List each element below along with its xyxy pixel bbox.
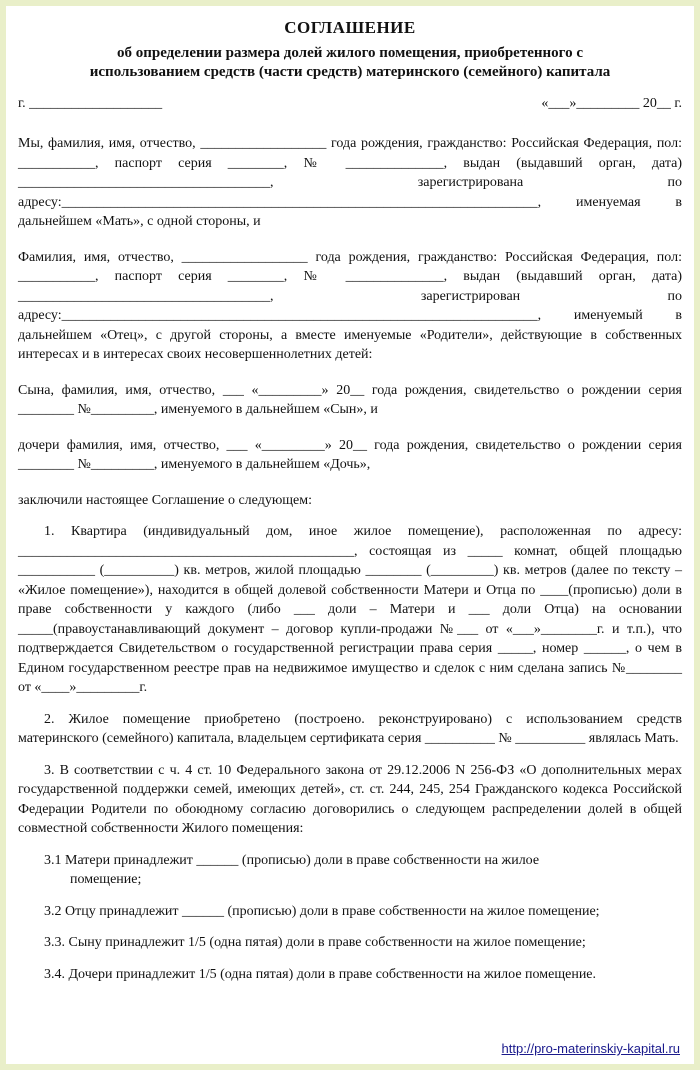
subtitle-line-1: об определении размера долей жилого помещения, приобретенного с — [116, 45, 584, 61]
item-3-1-line: 3.1 Матери принадлежит ______ (прописью) доли в праве собственности на жилое — [44, 852, 540, 868]
date-field: «___»_________ 20__ г. — [541, 96, 682, 111]
item-3-3-line: 3.3. Сыну принадлежит 1/5 (одна пятая) доли в праве собственности на жилое помещение; — [44, 935, 586, 950]
document-subtitle — [18, 44, 682, 82]
party-mother-paragraph: Мы, фамилия, имя, отчество, __________________ года рождения, гражданство: Российская Федерация, пол: ___________, паспорт серия ________, № ______________, выдан (выдавший орган, дата) ____________________________________, зарегистрирована по адресу:____________________________________________________________________, именуемая в дальнейшем «Мать», с одной стороны, и — [18, 136, 682, 229]
item-2-paragraph: 2. Жилое помещение приобретено (построено. реконструировано) с использованием средств материнского (семейного) капитала, владельцем сертификата серия __________ № __________ являлась Мать. — [18, 711, 682, 746]
item-1-paragraph: 1. Квартира (индивидуальный дом, иное жилое помещение), расположенная по адресу: ________________________________________________, состоящая из _____ комнат, общей площадью ___________ (__________) кв. метров, жилой площадью ________ (_________) кв. метров (далее по тексту – «Жилое помещение»), находится в общей долевой собственности Матери и Отца по ____(прописью) доли в праве собственности у каждого (либо ___ доли – Матери и ___ доли Отца) на основании _____(правоустанавливающий документ – договор купли-продажи №___ от «___»________г. и т.п.), что подтверждается Свидетельством о государственной регистрации права серия _____, номер ______, о чем в Едином государственном реестре прав на недвижимое имущество и сделок с ним сделана запись №________ от «____»_________г. — [18, 524, 682, 695]
item-3-4-line: 3.4. Дочери принадлежит 1/5 (одна пятая) доли в праве собственности на жилое помещение. — [44, 966, 597, 982]
item-3-2-line: 3.2 Отцу принадлежит ______ (прописью) доли в праве собственности на жилое помещение; — [44, 903, 600, 919]
subtitle-line-2: использованием средств (части средств) материнского (семейного) капитала — [89, 64, 611, 80]
item-3-1-continuation: помещение; — [70, 872, 142, 887]
son-paragraph: Сына, фамилия, имя, отчество, ___ «_________» 20__ года рождения, свидетельство о рождении серия ________ №_________, именуемого в дальнейшем «Сын», и — [18, 382, 682, 417]
daughter-paragraph: дочери фамилия, имя, отчество, ___ «_________» 20__ года рождения, свидетельство о рождении серия ________ №_________, именуемого в дальнейшем «Дочь», — [18, 437, 682, 472]
document-title: СОГЛАШЕНИЕ — [284, 18, 416, 37]
concluded-paragraph: заключили настоящее Соглашение о следующем: — [18, 492, 313, 508]
place-date-row — [18, 96, 682, 112]
party-father-paragraph: Фамилия, имя, отчество, __________________ года рождения, гражданство: Российская Федерация, пол: ___________, паспорт серия ________, № ______________, выдан (выдавший орган, дата) ____________________________________, зарегистрирован по адресу:____________________________________________________________________, именуемый в дальнейшем «Отец», с другой стороны, а вместе именуемые «Родители», действующие в собственных интересах и в интересах своих несовершеннолетних детей: — [18, 249, 682, 362]
item-3-paragraph: 3. В соответствии с ч. 4 ст. 10 Федерального закона от 29.12.2006 N 256-ФЗ «О дополнительных мерах государственной поддержки семей, имеющих детей», ст. ст. 244, 245, 254 Гражданского кодекса Российской Федерации Родители по обоюдному согласию договорились о следующем распределении долей в общей совместной собственности Жилого помещения: — [18, 762, 682, 836]
place-field: г. ___________________ — [18, 96, 163, 111]
source-watermark-link[interactable]: http://pro-materinskiy-kapital.ru — [501, 1041, 680, 1056]
